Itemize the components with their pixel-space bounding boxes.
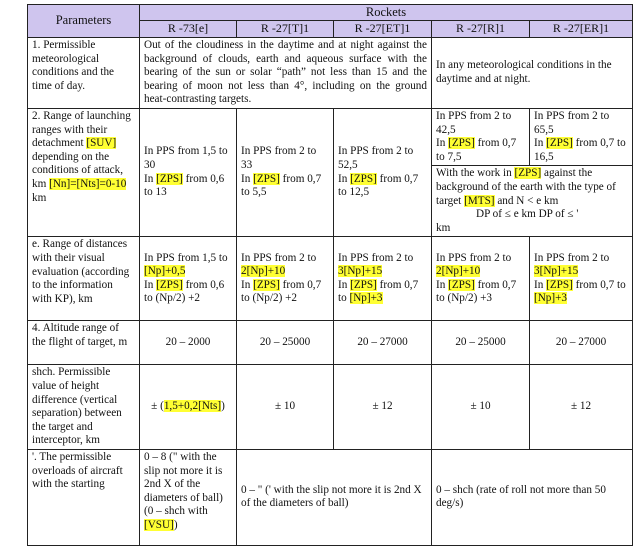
header-rockets: Rockets <box>140 5 633 21</box>
row2-r73e-rest: from 0,6 to 13 <box>144 172 225 199</box>
row3-param: e. Range of distances with their visual evaluation (according to the information with KP), km <box>28 237 140 321</box>
row3-r27er1: In PPS from 2 to 3[Np]+15 In [ZPS] from 0,7 to [Np]+3 <box>530 237 633 321</box>
table-row <box>28 38 633 109</box>
row2-work-line2: DP of ≤ e km DP of ≤ ' <box>476 208 579 221</box>
table-row <box>28 365 633 450</box>
row2-r27t1-pps: In PPS from 2 to 33 <box>241 145 317 172</box>
table-row <box>28 321 633 365</box>
rockets-parameters-table <box>27 4 633 546</box>
row6-r73e: 0 – 8 (" with the slip not more it is 2nd X of the diameters of ball) (0 – shch with [VSU]) <box>140 449 237 545</box>
row2-r27et1-zps: [ZPS] <box>350 172 377 185</box>
row2-r27et1-rest: from 0,7 to 12,5 <box>338 172 419 199</box>
row5-r73e-nts: 1,5+0,2[Nts] <box>163 400 222 413</box>
row1-ir-conditions: Out of the cloudiness in the daytime and at night against the background of clouds, earth and aqueous surface with the bearing of the sun or solar “path” not less than 15 and the bearing of moon not less than 4°, including on the ground heat-contrasting targets. <box>140 38 432 109</box>
row2-r27er1 <box>530 109 633 166</box>
header-col-r27er1: R -27[ER]1 <box>530 21 633 38</box>
row2-r27r1-pps: In PPS from 2 to 42,5 <box>436 110 512 136</box>
row2-param <box>28 109 140 237</box>
header-row-main <box>28 5 633 21</box>
rockets-table-container <box>27 4 632 546</box>
row3-r27r1-zps: [ZPS] <box>448 278 475 291</box>
row2-r27er1-rest: from 0,7 to 16,5 <box>534 137 626 163</box>
row1-param: 1. Permissible meteorological conditions and the time of day. <box>28 38 140 109</box>
row2-radar-work <box>432 166 633 237</box>
row2-r27t1-in: In <box>241 172 254 185</box>
row2-r27t1-rest: from 0,7 to 5,5 <box>241 172 322 199</box>
row3-r27t1-zps: [ZPS] <box>253 278 280 291</box>
row4-r73e: 20 – 2000 <box>140 321 237 365</box>
row2-r73e-zps: [ZPS] <box>156 172 183 185</box>
header-col-r27r1: R -27[R]1 <box>432 21 530 38</box>
row2-work-line3: km <box>436 221 451 234</box>
row2-r27r1-rest: from 0,7 to 7,5 <box>436 137 517 163</box>
row3-r27et1: In PPS from 2 to 3[Np]+15 In [ZPS] from 0,7 to [Np]+3 <box>334 237 432 321</box>
row2-r27r1-in: In <box>436 137 449 150</box>
row2-param-nn: [Nn]=[Nts]=0-10 <box>49 177 127 190</box>
table-row <box>28 449 633 545</box>
row2-r27et1 <box>334 109 432 237</box>
row2-work-zps: [ZPS] <box>514 167 542 180</box>
row1-radar-conditions: In any meteorological conditions in the daytime and at night. <box>432 38 633 109</box>
row4-r27r1: 20 – 25000 <box>432 321 530 365</box>
row3-r27er1-np2: [Np]+3 <box>534 292 568 305</box>
row6-param: '. The permissible overloads of aircraft with the starting <box>28 449 140 545</box>
row3-r27et1-np: 3[Np]+15 <box>338 265 383 278</box>
row2-r27t1-zps: [ZPS] <box>253 172 280 185</box>
row5-r27r1: ± 10 <box>432 365 530 450</box>
table-row <box>28 109 633 166</box>
row5-r73e: ± (1,5+0,2[Nts]) <box>140 365 237 450</box>
row3-r27t1-np: 2[Np]+10 <box>241 265 286 278</box>
row6-ir-overload: 0 – " (' with the slip not more it is 2nd X of the diameters of ball) <box>237 449 432 545</box>
row4-r27t1: 20 – 25000 <box>237 321 334 365</box>
row2-r73e-pps: In PPS from 1,5 to 30 <box>144 145 228 172</box>
row5-r27t1: ± 10 <box>237 365 334 450</box>
row2-param-text-a: 2. Range of launching ranges with their detachment <box>32 110 131 150</box>
row2-r27et1-pps: In PPS from 2 to 52,5 <box>338 145 414 172</box>
row5-r27er1: ± 12 <box>530 365 633 450</box>
row6-radar-overload: 0 – shch (rate of roll not more than 50 deg/s) <box>432 449 633 545</box>
row3-r27r1: In PPS from 2 to 2[Np]+10 In [ZPS] from 0,7 to (Np/2) +3 <box>432 237 530 321</box>
row3-r27er1-zps: [ZPS] <box>546 278 573 291</box>
row3-r27r1-np: 2[Np]+10 <box>436 265 481 278</box>
row4-param: 4. Altitude range of the flight of target, m <box>28 321 140 365</box>
row2-param-suv: [SUV] <box>86 137 117 150</box>
row2-param-text-b: depending on the conditions of attack, km <box>32 150 124 190</box>
row2-r27r1 <box>432 109 530 166</box>
row6-r73e-vsu: [VSU] <box>144 518 174 531</box>
row2-work-text-c: and N < e km <box>494 194 559 207</box>
row2-r27er1-zps: [ZPS] <box>546 137 573 150</box>
row2-work-mts: [MTS] <box>464 194 495 207</box>
row2-r27et1-in: In <box>338 172 351 185</box>
row5-param: shch. Permissible value of height difference (vertical separation) between the target and interceptor, km <box>28 365 140 450</box>
row2-r27er1-in: In <box>534 137 547 150</box>
header-col-r27t1: R -27[T]1 <box>237 21 334 38</box>
row2-param-text-c: km <box>32 191 47 204</box>
row3-r27et1-np2: [Np]+3 <box>349 292 383 305</box>
row3-r27et1-zps: [ZPS] <box>350 278 377 291</box>
row5-r27et1: ± 12 <box>334 365 432 450</box>
row3-r73e: In PPS from 1,5 to [Np]+0,5 In [ZPS] from 0,6 to (Np/2) +2 <box>140 237 237 321</box>
row4-r27et1: 20 – 27000 <box>334 321 432 365</box>
row3-r27t1: In PPS from 2 to 2[Np]+10 In [ZPS] from 0,7 to (Np/2) +2 <box>237 237 334 321</box>
row3-r73e-zps: [ZPS] <box>156 278 183 291</box>
row3-r73e-np: [Np]+0,5 <box>144 265 186 278</box>
row2-r27r1-zps: [ZPS] <box>448 137 475 150</box>
row2-r73e-in: In <box>144 172 157 185</box>
row2-r73e <box>140 109 237 237</box>
row3-r27er1-np: 3[Np]+15 <box>534 265 579 278</box>
table-row <box>28 237 633 321</box>
row2-r27t1 <box>237 109 334 237</box>
header-col-r73e: R -73[e] <box>140 21 237 38</box>
row2-work-text-a: With the work in <box>436 167 515 180</box>
row4-r27er1: 20 – 27000 <box>530 321 633 365</box>
header-col-r27et1: R -27[ET]1 <box>334 21 432 38</box>
row2-work-text-b: against the background of the earth with the type of target <box>436 167 616 207</box>
header-parameters: Parameters <box>28 5 140 38</box>
row2-r27er1-pps: In PPS from 2 to 65,5 <box>534 110 610 136</box>
